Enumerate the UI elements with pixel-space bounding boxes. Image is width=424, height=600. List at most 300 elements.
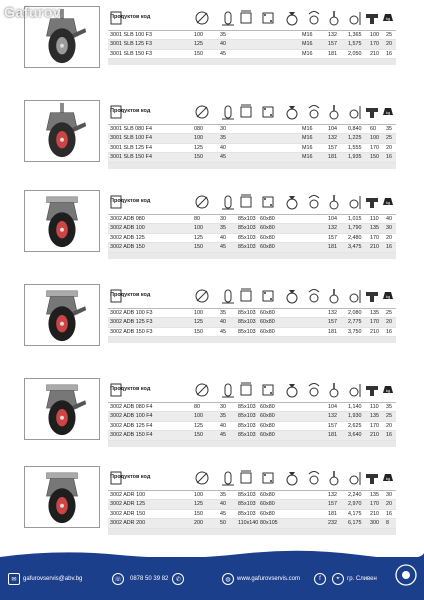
table-footer-band [108,163,396,169]
spec-cell: 4,175 [348,510,362,517]
spec-cell: 20 [386,234,392,241]
spec-cell: 104 [328,216,337,222]
product-code-cell: 3002 ADB 150 F4 [110,432,153,439]
spec-cell: 40 [386,216,392,222]
viber-icon: ☏ [112,573,124,585]
spec-cell: 132 [328,492,337,498]
product-code-cell: 3002 ADB 080 F4 [110,404,153,410]
product-code-cell: 3001 SLB 150 F4 [110,154,152,161]
spec-cell: 132 [328,135,337,142]
swivel-icon [306,103,322,121]
spec-cell: 45 [220,154,226,161]
weight-icon [364,103,380,121]
spec-cell: 85x103 [238,404,256,410]
spec-cell: 210 [370,328,379,335]
load-icon [284,9,300,27]
spec-table-header [108,284,396,309]
price-icon [108,469,124,487]
capacity-icon [380,193,396,211]
bolt-icon [326,381,342,399]
plate-size-icon [238,9,254,27]
spec-cell: 181 [328,510,337,517]
height-icon [346,193,362,211]
spec-cell: 132 [328,310,337,316]
table-row [108,412,396,421]
spec-cell: 60x80 [260,501,275,508]
svg-text:kg: kg [385,476,391,481]
spec-cell: 157 [328,319,337,326]
height-icon [346,469,362,487]
product-photo [24,378,100,440]
spec-cell: 132 [328,225,337,232]
price-icon [108,9,124,27]
spec-cell: 150 [194,432,203,439]
location-pin-icon: ⌖ [332,573,344,585]
spec-cell: 1,555 [348,144,362,151]
spec-cell: 20 [386,144,392,151]
spec-cell: 157 [328,234,337,241]
capacity-icon [380,381,396,399]
svg-text:kg: kg [385,200,391,205]
spec-cell: 150 [194,328,203,335]
spec-cell: 60x80 [260,310,275,316]
spec-cell: 35 [386,404,392,410]
spec-cell: 40 [220,234,226,241]
svg-text:kg: kg [385,16,391,21]
footer-location[interactable] [332,571,377,587]
table-footer-band [108,59,396,65]
table-row [108,309,396,318]
caster-wheel-image [25,285,99,345]
caster-wheel-image [25,467,99,527]
height-icon [346,9,362,27]
spec-cell: 60x80 [260,328,275,335]
whatsapp-icon: ✆ [172,573,184,585]
spec-cell: 20 [386,41,392,48]
spec-cell: 35 [220,492,226,498]
spec-cell: 35 [220,32,226,38]
spec-cell: 80 [194,216,200,222]
table-row [108,215,396,224]
spec-cell: 100 [370,135,379,142]
spec-cell: 080 [194,126,203,132]
product-code-cell: 3002 ADB 125 [110,234,145,241]
product-code-header: Продуктов код [110,198,151,204]
spec-cell: 40 [220,422,226,429]
footer-email[interactable] [8,571,82,587]
spec-cell: 125 [194,319,203,326]
table-row [108,422,396,431]
hole-spacing-icon [260,469,276,487]
spec-cell: 60x80 [260,413,275,420]
plate-size-icon [238,287,254,305]
product-code-cell: 3002 ADB 150 [110,244,145,251]
spec-cell: 16 [386,432,392,439]
bolt-icon [326,287,342,305]
spec-cell: 181 [328,328,337,335]
bolt-icon [326,9,342,27]
capacity-icon [380,103,396,121]
spec-cell: 30 [220,126,226,132]
plate-size-icon [238,193,254,211]
spec-cell: 85x103 [238,328,256,335]
spec-cell: 0,840 [348,126,362,132]
spec-cell: 1,575 [348,41,362,48]
spec-cell: 35 [220,135,226,142]
spec-cell: 25 [386,310,392,316]
spec-cell: 85x103 [238,216,256,222]
spec-cell: 125 [194,422,203,429]
capacity-icon [380,9,396,27]
spec-cell: 60x80 [260,234,275,241]
caster-wheel-image [25,101,99,161]
spec-cell: 85x103 [238,510,256,517]
spec-cell: 30 [220,404,226,410]
width-icon [220,9,236,27]
product-photo [24,284,100,346]
watermark: Gafurov [4,4,62,20]
spec-cell: 135 [370,225,379,232]
spec-cell: 150 [194,154,203,161]
spec-table-header [108,6,396,31]
hole-spacing-icon [260,9,276,27]
spec-cell: 85x103 [238,244,256,251]
footer-phone[interactable] [130,571,187,587]
spec-table-header [108,466,396,491]
table-row [108,153,396,162]
diameter-icon [194,381,210,399]
footer-website-text: www.gafurovservis.com [237,576,301,582]
spec-table-header [108,378,396,403]
spec-cell: 150 [194,50,203,57]
product-code-cell: 3001 SLB 100 F4 [110,135,152,142]
spec-cell: 3,475 [348,244,362,251]
table-row [108,510,396,519]
table-row [108,31,396,40]
hole-spacing-icon [260,287,276,305]
spec-cell: 2,970 [348,501,362,508]
table-row [108,134,396,143]
spec-cell: 8 [386,520,389,527]
spec-cell: 100 [194,310,203,316]
spec-cell: 85x103 [238,422,256,429]
spec-cell: 16 [386,244,392,251]
spec-cell: 104 [328,404,337,410]
spec-cell: 135 [370,492,379,498]
spec-cell: 20 [386,422,392,429]
swivel-icon [306,469,322,487]
load-icon [284,193,300,211]
svg-text:kg: kg [385,388,391,393]
spec-cell: 125 [194,501,203,508]
footer-bar [0,557,424,600]
spec-cell: 157 [328,144,337,151]
spec-cell: 16 [386,328,392,335]
spec-cell: 25 [386,32,392,38]
spec-cell: 170 [370,501,379,508]
spec-cell: 85x103 [238,225,256,232]
table-row [108,40,396,49]
footer-website[interactable] [222,571,300,587]
spec-cell: 135 [370,310,379,316]
spec-cell: 60x80 [260,510,275,517]
table-row [108,144,396,153]
weight-icon [364,287,380,305]
spec-cell: 35 [220,310,226,316]
caster-wheel-image [25,191,99,251]
spec-table [108,466,396,535]
spec-cell: 100 [194,225,203,232]
spec-cell: 181 [328,50,337,57]
spec-cell: 2,480 [348,234,362,241]
price-icon [108,103,124,121]
price-icon [108,287,124,305]
spec-cell: 157 [328,41,337,48]
spec-cell: 125 [194,41,203,48]
table-footer-band [108,441,396,447]
plate-size-icon [238,381,254,399]
footer-logo [394,567,418,583]
product-code-cell: 3002 ADB 100 F3 [110,310,153,316]
diameter-icon [194,469,210,487]
spec-cell: 132 [328,32,337,38]
spec-cell: 210 [370,432,379,439]
spec-cell: 60x80 [260,319,275,326]
product-code-header: Продуктов код [110,386,151,392]
diameter-icon [194,287,210,305]
footer-facebook[interactable] [314,571,329,587]
spec-table-header [108,190,396,215]
product-photo [24,466,100,528]
height-icon [346,103,362,121]
spec-cell: 1,225 [348,135,362,142]
load-icon [284,469,300,487]
facebook-icon: f [314,573,326,585]
spec-cell: 181 [328,432,337,439]
table-row [108,318,396,327]
bolt-icon [326,103,342,121]
spec-cell: 35 [220,225,226,232]
spec-cell: 35 [220,413,226,420]
width-icon [220,287,236,305]
product-code-header: Продуктов код [110,108,151,114]
table-row [108,491,396,500]
product-code-header: Продуктов код [110,292,151,298]
spec-cell: 85x103 [238,234,256,241]
weight-icon [364,9,380,27]
spec-cell: 100 [194,413,203,420]
spec-cell: 1,015 [348,216,362,222]
width-icon [220,193,236,211]
spec-cell: 40 [220,501,226,508]
spec-cell: 25 [386,135,392,142]
spec-cell: 40 [220,41,226,48]
spec-cell: 110 [370,216,379,222]
spec-cell: 85x103 [238,432,256,439]
spec-cell: 60x80 [260,422,275,429]
caster-wheel-image [25,379,99,439]
swivel-icon [306,287,322,305]
width-icon [220,103,236,121]
product-code-cell: 3002 ADR 150 [110,510,146,517]
height-icon [346,287,362,305]
spec-cell: 150 [194,510,203,517]
spec-cell: 150 [194,244,203,251]
spec-cell: 40 [220,319,226,326]
product-code-cell: 3001 SLB 125 F3 [110,41,152,48]
table-row [108,243,396,252]
spec-table-header [108,100,396,125]
product-code-cell: 3001 SLB 080 F4 [110,126,152,132]
table-row [108,431,396,440]
spec-cell: 25 [386,413,392,420]
spec-cell: 20 [386,501,392,508]
email-icon: ✉ [8,573,20,585]
product-code-cell: 3002 ADB 125 F3 [110,319,153,326]
swivel-icon [306,9,322,27]
spec-cell: 100 [194,32,203,38]
spec-cell: 170 [370,422,379,429]
spec-cell: 60x80 [260,244,275,251]
swivel-icon [306,381,322,399]
product-code-cell: 3002 ADB 100 [110,225,145,232]
diameter-icon [194,103,210,121]
plate-size-icon [238,103,254,121]
footer-wave [0,549,424,561]
spec-cell: 181 [328,154,337,161]
table-footer-band [108,529,396,535]
product-code-cell: 3002 ADR 125 [110,501,146,508]
hole-spacing-icon [260,103,276,121]
footer-city-text: гр. Сливен [347,576,377,582]
spec-cell: 60x80 [260,492,275,498]
spec-cell: 170 [370,319,379,326]
spec-cell: 2,080 [348,310,362,316]
table-row [108,328,396,337]
spec-cell: 85x103 [238,310,256,316]
spec-cell: 60x80 [260,225,275,232]
bolt-icon [326,193,342,211]
table-row [108,500,396,509]
spec-cell: M16 [302,50,313,57]
spec-cell: 85x103 [238,413,256,420]
spec-cell: 1,935 [348,154,362,161]
product-code-header: Продуктов код [110,14,151,20]
table-row [108,125,396,134]
diameter-icon [194,9,210,27]
spec-cell: 210 [370,50,379,57]
width-icon [220,381,236,399]
footer-email-text: gafurovservis@abv.bg [23,576,83,582]
product-code-cell: 3002 ADB 080 [110,216,145,222]
spec-cell: M16 [302,32,313,38]
spec-cell: 35 [386,126,392,132]
spec-cell: 16 [386,510,392,517]
spec-cell: 100 [370,32,379,38]
table-footer-band [108,337,396,343]
spec-cell: 170 [370,41,379,48]
spec-cell: 30 [386,225,392,232]
spec-cell: 104 [328,126,337,132]
spec-cell: 80x105 [260,520,278,527]
spec-cell: 2,050 [348,50,362,57]
table-row [108,50,396,59]
spec-cell: 232 [328,520,337,527]
spec-cell: 125 [194,144,203,151]
spec-table [108,100,396,169]
spec-cell: 110 [370,404,379,410]
spec-cell: 20 [386,319,392,326]
spec-cell: 170 [370,234,379,241]
table-footer-band [108,253,396,259]
spec-cell: 2,625 [348,422,362,429]
capacity-icon [380,287,396,305]
table-row [108,403,396,412]
price-icon [108,193,124,211]
spec-cell: 6,175 [348,520,362,527]
spec-cell: 30 [386,492,392,498]
price-icon [108,381,124,399]
spec-cell: 30 [220,216,226,222]
weight-icon [364,469,380,487]
spec-cell: 50 [220,520,226,527]
spec-cell: 125 [194,234,203,241]
spec-cell: 2,240 [348,492,362,498]
spec-cell: 1,140 [348,404,362,410]
spec-cell: 100 [194,492,203,498]
spec-cell: M16 [302,135,313,142]
spec-cell: 16 [386,154,392,161]
diameter-icon [194,193,210,211]
spec-cell: 60x80 [260,404,275,410]
spec-cell: 3,640 [348,432,362,439]
svg-text:kg: kg [385,110,391,115]
spec-cell: 132 [328,413,337,420]
footer-phone-text: 0878 50 39 82 [130,576,169,582]
spec-cell: 1,790 [348,225,362,232]
product-photo [24,190,100,252]
product-code-header: Продуктов код [110,474,151,480]
spec-cell: 1,365 [348,32,362,38]
spec-cell: 45 [220,244,226,251]
weight-icon [364,193,380,211]
spec-cell: 45 [220,432,226,439]
table-row [108,234,396,243]
hole-spacing-icon [260,381,276,399]
spec-cell: 300 [370,520,379,527]
spec-cell: 45 [220,50,226,57]
spec-cell: 210 [370,244,379,251]
spec-cell: 135 [370,413,379,420]
width-icon [220,469,236,487]
product-code-cell: 3002 ADB 125 F4 [110,422,153,429]
capacity-icon [380,469,396,487]
spec-table [108,378,396,447]
spec-cell: 100 [194,135,203,142]
hole-spacing-icon [260,193,276,211]
spec-cell: 85x103 [238,492,256,498]
footer-viber[interactable] [112,571,127,587]
spec-cell: 150 [370,154,379,161]
company-logo-icon [394,563,418,587]
spec-cell: 1,930 [348,413,362,420]
spec-cell: 210 [370,510,379,517]
product-code-cell: 3001 SLB 100 F3 [110,32,152,38]
product-code-cell: 3001 SLB 150 F3 [110,50,152,57]
load-icon [284,287,300,305]
spec-cell: 3,750 [348,328,362,335]
svg-text:kg: kg [385,294,391,299]
